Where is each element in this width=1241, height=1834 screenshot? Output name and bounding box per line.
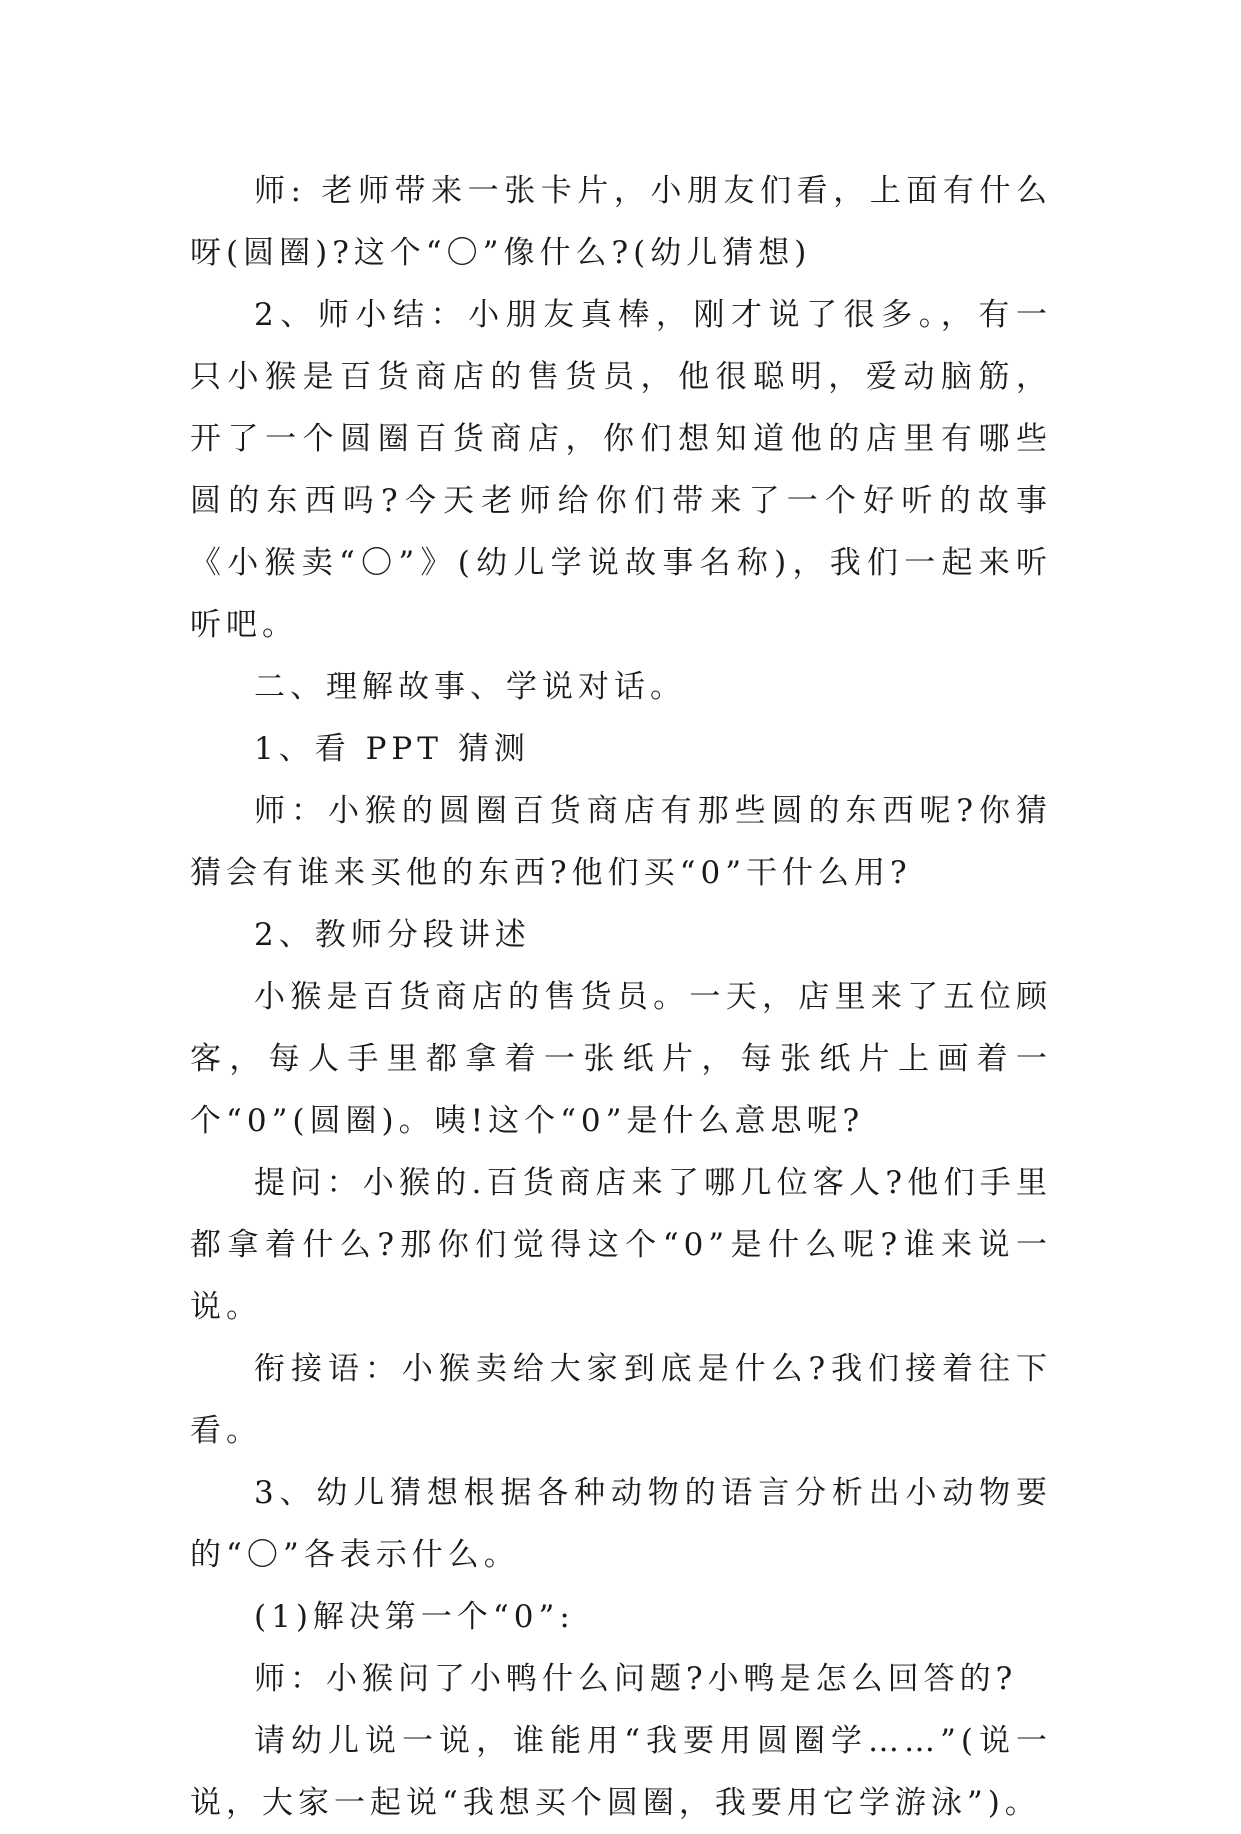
paragraph: 师: 老师带来一张卡片，小朋友们看，上面有什么呀(圆圈)?这个“〇”像什么?(幼儿猜想) <box>190 173 1052 271</box>
step-heading: 2、教师分段讲述 <box>254 917 531 953</box>
paragraph: 衔接语：小猴卖给大家到底是什么?我们接着往下看。 <box>190 1351 1052 1449</box>
paragraph: 提问：小猴的.百货商店来了哪几位客人?他们手里都拿着什么?那你们觉得这个“0”是什么呢?谁来说一说。 <box>190 1165 1052 1325</box>
paragraph: 师：小猴问了小鸭什么问题?小鸭是怎么回答的? <box>254 1661 1018 1697</box>
paragraph: 小猴是百货商店的售货员。一天，店里来了五位顾客，每人手里都拿着一张纸片，每张纸片上画着一个“0”(圆圈)。咦!这个“0”是什么意思呢? <box>190 979 1052 1139</box>
paragraph: 请幼儿说一说，谁能用“我要用圆圈学……”(说一说，大家一起说“我想买个圆圈，我要用它学游泳”)。 <box>190 1723 1052 1821</box>
paragraph: 2、师小结：小朋友真棒，刚才说了很多。，有一只小猴是百货商店的售货员，他很聪明，爱动脑筋，开了一个圆圈百货商店，你们想知道他的店里有哪些圆的东西吗?今天老师给你们带来了一个好听的故事《小猴卖“〇”》(幼儿学说故事名称)，我们一起来听听吧。 <box>190 297 1052 643</box>
section-heading: 二、理解故事、学说对话。 <box>254 669 686 705</box>
step-heading: 1、看 PPT 猜测 <box>254 731 530 767</box>
paragraph: 师：小猴的圆圈百货商店有那些圆的东西呢?你猜猜会有谁来买他的东西?他们买“0”干什么用? <box>190 793 1052 891</box>
sub-step-heading: (1)解决第一个“0”: <box>254 1599 575 1635</box>
document-body <box>190 160 1052 1834</box>
step-heading: 3、幼儿猜想根据各种动物的语言分析出小动物要的“〇”各表示什么。 <box>190 1475 1052 1573</box>
